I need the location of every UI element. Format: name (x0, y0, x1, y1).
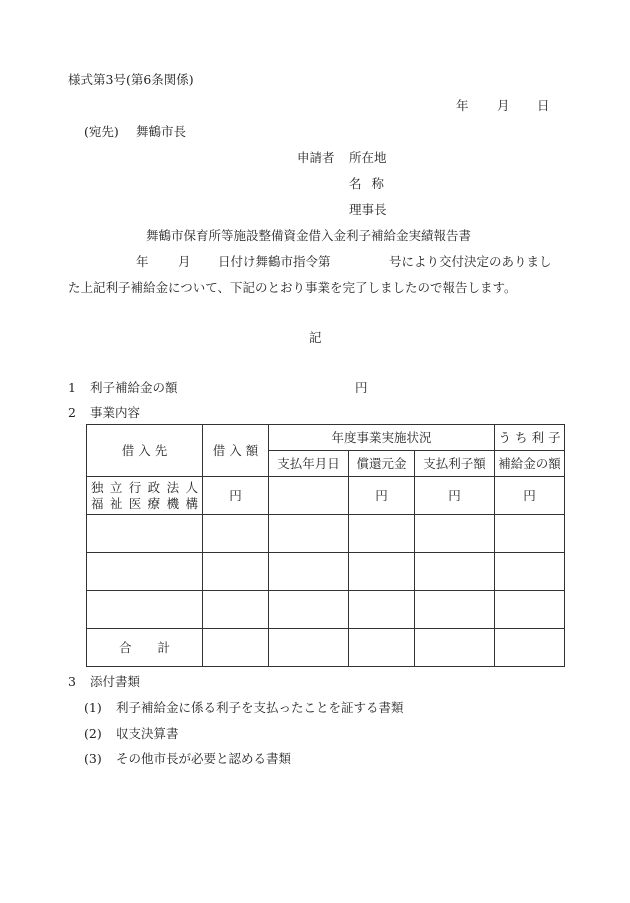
date-month: 月 (497, 98, 510, 113)
header-principal: 償還元金 (349, 451, 415, 477)
header-amount: 借 入 額 (203, 425, 269, 477)
table-cell (349, 591, 415, 629)
lender-line2: 福 祉 医 療 機 構 (91, 495, 198, 511)
payment-date-cell (269, 477, 349, 515)
interest-yen: 円 (415, 477, 495, 515)
body-year: 年 (136, 254, 149, 269)
item2-label: 事業内容 (90, 405, 141, 420)
table-cell (87, 515, 203, 553)
table-cell (415, 591, 495, 629)
table-cell (495, 515, 565, 553)
attachment-1-number: (1) (84, 700, 102, 715)
table-cell (415, 515, 495, 553)
body-month: 月 (178, 254, 191, 269)
lender-line1: 独 立 行 政 法 人 (91, 479, 198, 495)
table-cell (415, 629, 495, 667)
header-interest: 支払利子額 (415, 451, 495, 477)
table-cell (349, 553, 415, 591)
attachment-3-text: その他市長が必要と認める書類 (116, 751, 292, 766)
item1-unit: 円 (355, 380, 368, 395)
item1-label: 利子補給金の額 (90, 380, 178, 395)
table-cell (349, 515, 415, 553)
table-cell (349, 629, 415, 667)
item3-number: 3 (68, 674, 76, 689)
header-subsidy-line1: う ち 利 子 (495, 425, 565, 451)
lender-cell (87, 477, 203, 515)
total-label: 合 計 (87, 629, 203, 667)
body-line2: た上記利子補給金について、下記のとおり事業を完了しましたので報告します。 (68, 280, 517, 295)
ki-mark: 記 (309, 330, 322, 345)
business-table (86, 424, 565, 667)
table-cell (87, 553, 203, 591)
body-directive: 日付け舞鶴市指令第 (218, 254, 331, 269)
header-subsidy-line2: 補給金の額 (495, 451, 565, 477)
table-cell (203, 553, 269, 591)
table-cell (495, 553, 565, 591)
name-label: 名 称 (349, 176, 387, 191)
table-cell (415, 553, 495, 591)
director-label: 理事長 (349, 202, 387, 217)
body-decision: 号により交付決定のありまし (389, 254, 552, 269)
item1-number: 1 (68, 380, 76, 395)
date-year: 年 (456, 98, 469, 113)
table-cell (495, 591, 565, 629)
amount-yen: 円 (203, 477, 269, 515)
header-status: 年度事業実施状況 (269, 425, 495, 451)
table-cell (87, 591, 203, 629)
attachment-3-number: (3) (84, 751, 102, 766)
table-cell (269, 553, 349, 591)
date-day: 日 (537, 98, 550, 113)
item2-number: 2 (68, 405, 76, 420)
table-cell (203, 591, 269, 629)
item3-label: 添付書類 (90, 674, 141, 689)
table-cell (203, 629, 269, 667)
table-cell (269, 515, 349, 553)
document-title: 舞鶴市保育所等施設整備資金借入金利子補給金実績報告書 (146, 228, 472, 243)
attachment-2-text: 収支決算書 (116, 726, 179, 741)
applicant-label: 申請者 (297, 150, 335, 165)
form-number: 様式第3号(第6条関係) (68, 72, 194, 87)
table-cell (495, 629, 565, 667)
table-cell (269, 629, 349, 667)
header-payment-date: 支払年月日 (269, 451, 349, 477)
attachment-2-number: (2) (84, 726, 102, 741)
table-cell (269, 591, 349, 629)
addressee-label: (宛先) (84, 124, 119, 139)
header-lender: 借 入 先 (87, 425, 203, 477)
principal-yen: 円 (349, 477, 415, 515)
table-cell (203, 515, 269, 553)
attachment-1-text: 利子補給金に係る利子を支払ったことを証する書類 (116, 700, 404, 715)
addressee: 舞鶴市長 (136, 124, 187, 139)
subsidy-yen: 円 (495, 477, 565, 515)
address-label: 所在地 (349, 150, 387, 165)
